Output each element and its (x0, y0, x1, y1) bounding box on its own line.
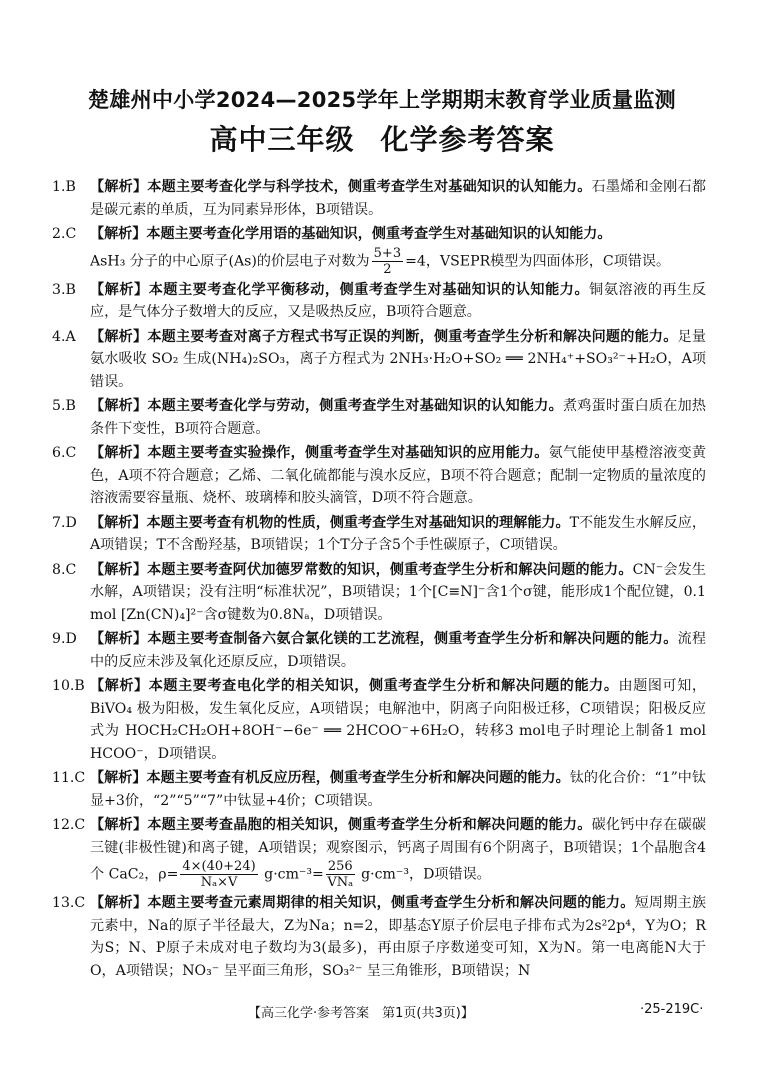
answer-item-9: 9.D 【解析】本题主要考查制备六氨合氯化镁的工艺流程，侧重考查学生分析和解决问题的能力。流程中的反应未涉及氧化还原反应，D项错误。 (52, 631, 707, 670)
answer-item-3: 3.B 【解析】本题主要考查化学平衡移动，侧重考查学生对基础知识的认知能力。铜氨溶液的再生反应，是气体分子数增大的反应，又是吸热反应，B项符合题意。 (52, 281, 707, 320)
fraction: $\frac{256}{\text{VNₐ}}$ (327, 859, 354, 890)
answer-label: 化学参考答案 (380, 123, 555, 156)
fraction: $\frac{4\times(40+24)}{\text{Nₐ×V}}$ (182, 859, 256, 890)
answer-item-8: 8.C 【解析】本题主要考查阿伏加德罗常数的知识，侧重考查学生分析和解决问题的能力。CN⁻会发生水解，A项错误；没有注明“标准状况”，B项错误；1个[C≡N]⁻含1个σ键，能形成1个配位键，0.1 mol [Zn(CN)₄]²⁻含σ键数为0.8Nₐ，D项错误。 (52, 561, 707, 623)
document-title: 楚雄州中小学2024—2025学年上学期期末教育学业质量监测 (88, 88, 676, 112)
answer-item-13: 13.C 【解析】本题主要考查元素周期律的相关知识，侧重考查学生分析和解决问题的能力。短周期主族元素中，Na的原子半径最大，Z为Na；n=2，即基态Y原子价层电子排布式为2s²2p⁴，Y为O；R为S；N、P原子未成对电子数均为3(最多)，再由原子序数递变可知，X为N。第一电离能N大于O，A项错误；NO₃⁻ 呈平面三角形，SO₃²⁻ 呈三角锥形，B项错误；N (52, 895, 707, 979)
analysis-tag: 【解析】 (90, 179, 148, 195)
document-subtitle (0, 118, 764, 158)
answer-item-10: 10.B 【解析】本题主要考查电化学的相关知识，侧重考查学生分析和解决问题的能力。由题图可知，BiVO₄ 极为阳极，发生氧化反应，A项错误；电解池中，阴离子向阳极迁移，C项错误；阳极反应式为 HOCH₂CH₂OH+8OH⁻−6e⁻ ══ 2HCOO⁻+6H₂O，转移3 mol电子时理论上制备1 mol HCOO⁻，D项错误。 (52, 678, 707, 762)
answer-item-1: 1.B 【解析】本题主要考查化学与科学技术，侧重考查学生对基础知识的认知能力。石墨烯和金刚石都是碳元素的单质，互为同素异形体，B项错误。 (52, 179, 707, 218)
footer-page-info: 【高三化学·参考答案 第1页(共3页)】 (248, 1006, 474, 1021)
grade-label: 高中三年级 (209, 123, 355, 156)
answer-item-2: 2.C 【解析】本题主要考查化学用语的基础知识，侧重考查学生对基础知识的认知能力。 AsH₃ 分子的中心原子(As)的价层电子对数为 $\frac{5+3}{2}$ =4，VSEPR模型为四面体形，C项错误。 (52, 226, 671, 277)
fraction: $\frac{5+3}{2}$ (373, 245, 402, 277)
answer-item-12: 12.C 【解析】本题主要考查晶胞的相关知识，侧重考查学生分析和解决问题的能力。碳化钙中存在碳碳三键(非极性键)和离子键，A项错误；观察图示，钙离子周围有6个阴离子，B项错误；1个晶胞含4个 CaC₂，ρ= $\frac{4\times(40+24)}{\text{Nₐ×V}}$ g·cm⁻³= $\frac{256}{\text{VNₐ}}$ g·cm⁻³，D项错误。 (52, 817, 707, 890)
answer-list (52, 176, 707, 984)
footer-code: ·25-219C· (640, 1002, 704, 1017)
answer-item-11: 11.C 【解析】本题主要考查有机反应历程，侧重考查学生分析和解决问题的能力。钛的化合价：“1”中钛显+3价，“2”“5”“7”中钛显+4价；C项错误。 (52, 770, 707, 809)
answer-item-5: 5.B 【解析】本题主要考查化学与劳动，侧重考查学生对基础知识的认知能力。煮鸡蛋时蛋白质在加热条件下变性，B项符合题意。 (52, 398, 707, 437)
answer-item-4: 4.A 【解析】本题主要考查对离子方程式书写正误的判断，侧重考查学生分析和解决问题的能力。足量氨水吸收 SO₂ 生成(NH₄)₂SO₃，离子方程式为 2NH₃·H₂O+SO₂ ══ 2NH₄⁺+SO₃²⁻+H₂O，A项错误。 (52, 328, 707, 390)
answer-item-6: 6.C 【解析】本题主要考查实验操作，侧重考查学生对基础知识的应用能力。氨气能使甲基橙溶液变黄色，A项不符合题意；乙烯、二氧化硫都能与溴水反应，B项不符合题意；配制一定物质的量浓度的溶液需要容量瓶、烧杯、玻璃棒和胶头滴管，D项不符合题意。 (52, 445, 707, 506)
answer-item-7: 7.D 【解析】本题主要考查有机物的性质，侧重考查学生对基础知识的理解能力。T不能发生水解反应，A项错误；T不含酚羟基，B项错误；1个T分子含5个手性碳原子，C项错误。 (52, 514, 707, 553)
